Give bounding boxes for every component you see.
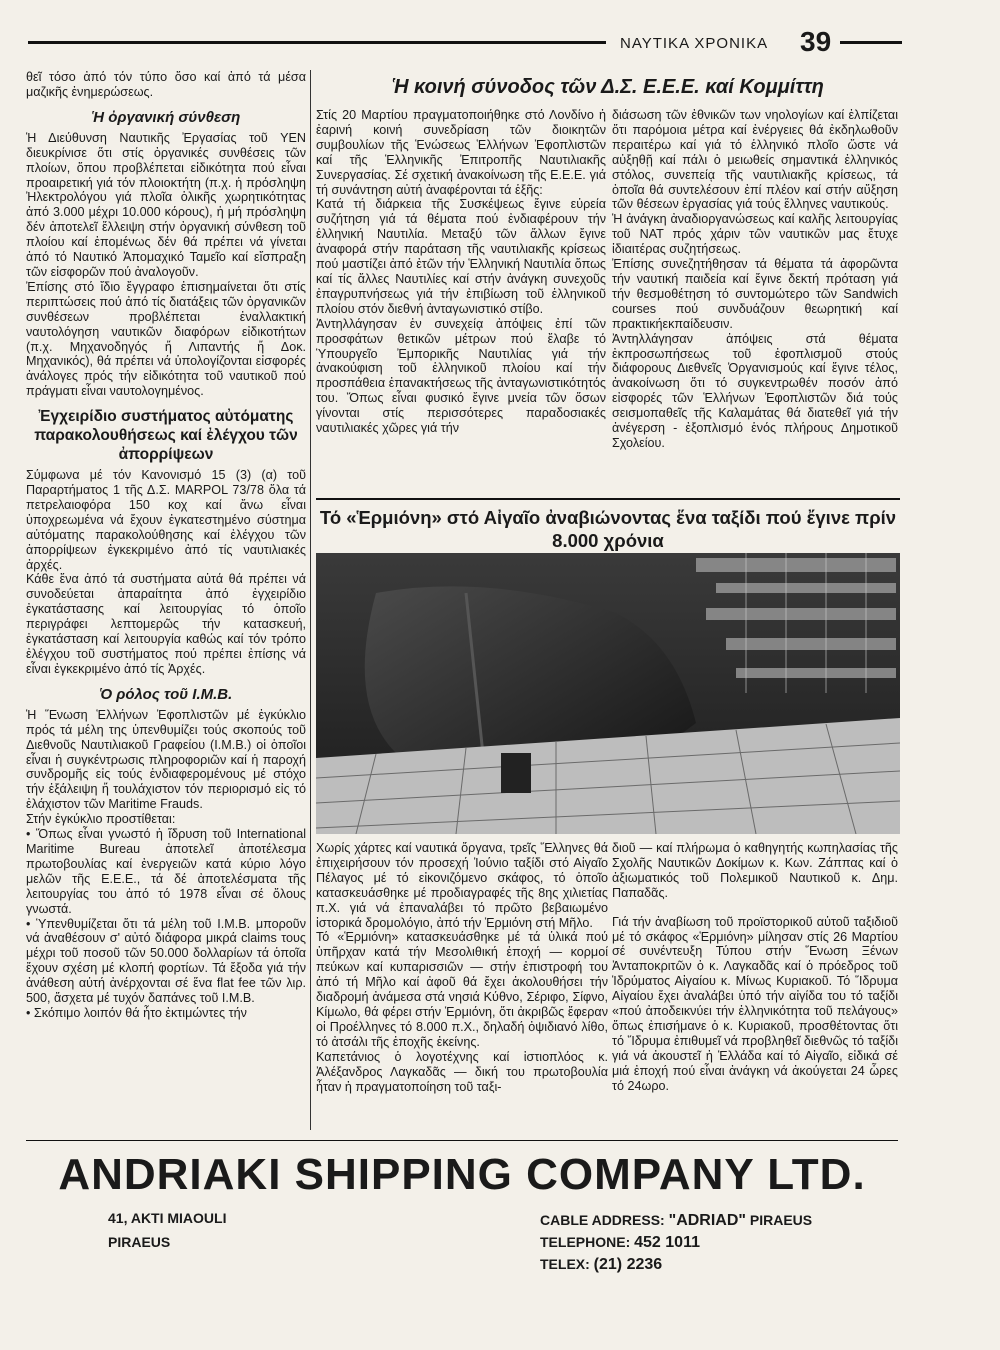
paragraph: Ἡ Ἕνωση Ἑλλήνων Ἐφοπλιστῶν μέ ἐγκύκλιο πρός τά μέλη της ὑπενθυμίζει τούς σκοπούς τοῦ Διεθνοῦς Ναυτιλιακοῦ Γραφείου (Ι.Μ.Β.) οἱ ὁποῖοι εἶναι ἡ συγκέντρωσις πληροφοριῶν καί ἡ παροχή συνδρομῆς εἰς τούς ἐνδιαφερομένους μέ στόχο τήν ἐξάλειψη ἤ τουλάχιστον τόν περιορισμό εἰς τό ἐλάχιστον τῶν Maritime Frauds. [26, 707, 306, 812]
ad-telephone-label: TELEPHONE: [540, 1234, 631, 1250]
ad-telex-label: TELEX: [540, 1256, 590, 1272]
left-column [26, 70, 306, 1021]
paragraph: Στίς 20 Μαρτίου πραγματοποιήθηκε στό Λονδίνο ἡ ἐαρινή κοινή συνεδρίαση τῶν διοικητῶν συμβουλίων τῆς Ἑνώσεως Ἑλλήνων Ἐφοπλιστῶν καί τῆς Ἑλληνικῆς Ἐπιτροπῆς Ναυτιλιακῆς Συνεργασίας. Σέ σχετική ἀνακοίνωση τῆς Ε.Ε.Ε. γιά τή συνάντηση αὐτή ἀναφέρονται τά ἑξῆς: [316, 108, 606, 197]
section-heading-organic: Ἡ ὀργανική σύνθεση [91, 108, 241, 126]
ad-top-rule [26, 1140, 898, 1141]
bullet-item: • Ὅπως εἶναι γνωστό ἡ ἵδρυση τοῦ International Maritime Bureau ἀποτελεῖ ἀποτέλεσμα πρωτοβουλίας καί ἐνεργειῶν κατά κύριο λόγο μελῶν τῆς Ε.Ε.Ε., τά δέ ἀποτελέσματα τῆς λειτουργίας του ἀπό τό 1978 εἶναι σέ ὅλους γνωστά. [26, 827, 306, 916]
boat-photo-image [316, 553, 900, 834]
intro-text: θεῖ τόσο ἀπό τόν τύπο ὅσο καί ἀπό τά μέσα μαζικῆς ἐνημερώσεως. [26, 70, 306, 99]
article-column-1 [316, 108, 606, 436]
ad-cable-value: "ADRIAD" [668, 1212, 746, 1229]
paragraph: Σύμφωνα μέ τόν Κανονισμό 15 (3) (α) τοῦ Παραρτήματος 1 τῆς Δ.Σ. MARPOL 73/78 ὅλα τά πετρελαιοφόρα 150 κοχ καί ἄνω εἶναι ὑποχρεωμένα νά ἔχουν ἐγκατεστημένο σύστημα αὐτόματης παρακολούθησης καί ἐλέγχου τῶν ἀπορρίψεων ἐγκεκριμένο ἀπό τίς ναυτιλιακές ἀρχές. [26, 468, 306, 572]
paragraph: Ἐπίσης συνεζητήθησαν τά θέματα τά ἀφορῶντα τήν ναυτική παιδεία καί ἔγινε δεκτή πρόταση γιά τήν θεσμοθέτηση τό συντομώτερο τῶν Sandwich courses πού συνδυάζουν θεωρητική καί πρακτικήεκπαίδευσιν. [612, 257, 898, 331]
paragraph: Χωρίς χάρτες καί ναυτικά ὄργανα, τρεῖς Ἕλληνες θά ἐπιχειρήσουν τόν προσεχή Ἰούνιο ταξίδι στό Αἰγαῖο Πέλαγος μέ τό εἰκονιζόμενο σκάφος, τό ὁποῖο κατασκευάσθηκε μέ προδιαγραφές τῆς 8ης χιλιετίας π.Χ. γιά νά ἐπαναλάβει τό πρῶτο βεβαιωμένο ἱστορικά δρομολόγιο, ἀπό τήν Ἑρμιόνη στή Μῆλο. [316, 841, 608, 930]
paragraph: Κάθε ἕνα ἀπό τά συστήματα αὐτά θά πρέπει νά συνοδεύεται ἀπαραίτητα ἀπό ἐγχειρίδιο ἐγκατάστασης καί λειτουργίας τό ὁποῖο περιγράφει λεπτομερῶς τήν κατασκευή, ἐγκατάσταση καί λειτουργία καθώς καί τόν τρόπο ἐλέγχου τοῦ συστήματος πού πρέπει ἐπίσης νά εἶναι ἐγκεκριμένο ἀπό τίς Ἀρχές. [26, 572, 306, 676]
ad-telephone-line [540, 1234, 700, 1252]
boat-photo [316, 553, 900, 834]
paragraph: Ἡ Διεύθυνση Ναυτικῆς Ἐργασίας τοῦ ΥΕΝ διευκρίνισε ὅτι στίς ὀργανικές συνθέσεις τῶν πλοίων, ὅπου προβλέπεται εἰδικότητα πού εἶναι προαιρετική γιά τόν πλοιοκτήτη (π.χ. ἡ πρόσληψη Ἠλεκτρολόγου γιά πλοῖα ὁλικῆς χωρητικότητας ἀπό 3.000 μέχρι 10.000 κόρους), ἡ μή πρόσληψη δέν ἀποτελεῖ ἔλλειψη στήν ὀργανική σύνθεση τοῦ πλοίου καί ἑπομένως δέν θά πρέπει νά γίνεται ἀπό τό Ναυτικό Ἀπομαχικό Ταμεῖο καί εἴσπραξη τῶν εἰσφορῶν πού ἀναλογοῦν. [26, 130, 306, 279]
magazine-name: ΝΑΥΤΙΚΑ ΧΡΟΝΙΚΑ [620, 35, 769, 52]
ad-cable-city: PIRAEUS [749, 1212, 813, 1228]
header-rule-right [840, 41, 902, 44]
section-heading-imb: Ὁ ρόλος τοῦ Ι.Μ.Β. [99, 685, 233, 703]
paragraph: Στήν ἐγκύκλιο προστίθεται: [26, 812, 176, 827]
paragraph: Γιά τήν ἀναβίωση τοῦ προϊστορικοῦ αὐτοῦ ταξιδιοῦ μέ τό σκάφος «Ἑρμιόνη» μίλησαν στίς 26 Μαρτίου σέ συνέντευξη Τύπου στήν Ἕνωση Ξένων Ἀνταποκριτῶν ὁ κ. Λαγκαδᾶς καί ὁ πρόεδρος τοῦ Ἱδρύματος Αἰγαίου κ. Μίνως Κυριακοῦ. Τό Ἵδρυμα Αἰγαίου ἔχει ἀναλάβει ὑπό τήν αἰγίδα του τό ταξίδι «πού ἀποδεικνύει τήν ἑλληνικότητα τοῦ πελάγους» ὅπως ἐπισήμανε ὁ κ. Κυριακοῦ, προσθέτοντας ὅτι τό Ἵδρυμα ἐπιθυμεῖ νά προβληθεῖ διεθνῶς τό ταξίδι γιά νά ἀκουστεῖ ἡ Ἑλλάδα καί τό Αἰγαῖο, εἰδικά σέ μιά ἐποχή πού εἶναι ἀνάγκη νά ἀκούγεται 24 ὧρες τό 24ωρο. [612, 914, 898, 1093]
article-title-joint-session: Ἡ κοινή σύνοδος τῶν Δ.Σ. Ε.Ε.Ε. καί Κομμίττη [392, 76, 824, 98]
ad-cable-line [540, 1212, 812, 1230]
column-divider [310, 70, 311, 1130]
paragraph: Ἀντηλλάγησαν ἐν συνεχείᾳ ἀπόψεις ἐπί τῶν προσφάτων θετικῶν μέτρων πού ἔλαβε τό Ὑπουργεῖο Ἐμπορικῆς Ναυτιλίας γιά τήν ἀνακούφιση τοῦ ἑλληνικοῦ πλοίου καί τήν προσπάθεια ἐπανακτήσεως τῆς ἀνταγωνιστικότητός του. Ὅπως εἶναι φυσικό ἔγινε μνεία τῶν ὅσων γίνονται στίς περισσότερες παραδοσιακές ναυτιλιακές χῶρες γιά τήν [316, 316, 606, 436]
paragraph: Ἡ ἀνάγκη ἀναδιοργανώσεως καί καλῆς λειτουργίας τοῦ ΝΑΤ πρός χάριν τῶν ναυτικῶν μας ἔτυχε ἰδιαιτέρας συζητήσεως. [612, 212, 898, 257]
ad-telex-line [540, 1256, 662, 1274]
paragraph: διάσωση τῶν ἐθνικῶν των νηολογίων καί ἐλπίζεται ὅτι παρόμοια μέτρα καί ἐνέργειες θά ἐκδηλωθοῦν περαιτέρω καί γιά τό ἑλληνικό πλοῖο ὥστε νά αὐξηθῇ καί πάλι ὁ μειωθείς σημαντικά ἑλληνικός στόλος, συνεπείᾳ τῆς ναυτιλιακῆς κρίσεως, τά ὁποῖα θά συντελέσουν ἐπί πλέον καί στήν αὔξηση τῶν θέσεων ἐργασίας γιά τούς ἕλληνες ναυτικούς. [612, 108, 898, 212]
bullet-item: • Σκόπιμο λοιπόν θά ἦτο ἐκτιμώντες τήν [26, 1005, 247, 1020]
hermione-column-1 [316, 841, 608, 1094]
bullet-item: • Ὑπενθυμίζεται ὅτι τά μέλη τοῦ Ι.Μ.Β. μποροῦν νά ἀναθέσουν σ' αὐτό διάφορα μικρά claims τους μέχρι τοῦ ποσοῦ τῶν 50.000 δολλαρίων τά ὁποῖα ἔχουν σχέση μέ κλοπή φορτίων. Τά ἔξοδα γιά τήν ἀνάθεση αὐτή ἀνέρχονται σέ ἕνα flat fee τῶν λιρ. 500, ἄσχετα μέ τυχόν δαπάνες τοῦ Ι.Μ.Β. [26, 916, 306, 1006]
paragraph: Ἐπίσης στό ἴδιο ἔγγραφο ἐπισημαίνεται ὅτι στίς περιπτώσεις πού ἀπό τίς διατάξεις τῶν ὀργανικῶν συνθέσεων προβλέπεται ἐναλλακτική ναυτολόγηση ναυτικῶν διαφόρων εἰδικοτήτων (π.χ. Μηχανοδηγός ἤ Λιπαντής ἤ Δοκ. Μηχανικός), θά πρέπει νά ὑπολογίζονται εἰσφορές ἀνάλογες πρός τήν εἰδικότητα τοῦ ναυτικοῦ πού πράγματι εἶναι ναυτολογημένος. [26, 279, 306, 399]
paragraph: Ἀντηλλάγησαν ἀπόψεις στά θέματα ἐκπροσωπήσεως τοῦ ἐφοπλισμοῦ στούς διάφορους Διεθνεῖς Ὀργανισμούς καί ἔγινε τέλος, ἀνακοίνωση ὅτι τό συγκεντρωθέν ποσόν ἀπό εἰσφορές τῶν Ἑλλήνων Ἐφοπλιστῶν διά τούς σεισμοπαθεῖς τῆς Καλαμάτας θά διατεθεῖ γιά τήν ἀνέγερση - ἐξοπλισμό ἑνός πλήρους Δημοτικοῦ Σχολείου. [612, 331, 898, 450]
ad-cable-label: CABLE ADDRESS: [540, 1212, 665, 1228]
article-title-hermione: Τό «Ἑρμιόνη» στό Αἰγαῖο ἀναβιώνοντας ἕνα ταξίδι πού ἔγινε πρίν 8.000 χρόνια [319, 507, 897, 551]
article-column-2 [612, 108, 898, 451]
hermione-column-2 [612, 841, 898, 1094]
paragraph: Τό «Ἑρμιόνη» κατασκευάσθηκε μέ τά ὑλικά πού ὑπῆρχαν κατά τήν Μεσολιθική ἐποχή — κορμοί πεύκων καί κυπαρισσιῶν — στήν ἐπιστροφή του ἀπό τή Μῆλο καί ἀφοῦ θά ἔχει ἀκολουθήσει τήν διαδρομή ἀνάμεσα στά νησιά Κύθνο, Σέριφο, Σίφνο, Κίμωλο, θά φέρει στήν Ἑρμιόνη, ὅτι ἀκριβῶς ἔφεραν οἱ Προέλληνες τό 8.000 π.Χ., δηλαδή ὀψιδιανό λίθο, τό ἀτσάλι τῆς ἐποχῆς ἐκείνης. [316, 930, 608, 1049]
paragraph: Καπετάνιος ὁ λογοτέχνης καί ἱστιοπλόος κ. Ἀλέξανδρος Λαγκαδᾶς — δική του πρωτοβουλία ἦταν ἡ πραγματοποίηση τοῦ ταξι- [316, 1049, 608, 1094]
ad-company-name: ANDRIAKI SHIPPING COMPANY LTD. [58, 1150, 866, 1199]
paragraph: Κατά τή διάρκεια τῆς Συσκέψεως ἔγινε εὐρεία συζήτηση γιά τά θέματα πού ἐνδιαφέρουν τήν ἑλληνική Ναυτιλία. Μεταξύ τῶν ἄλλων ἔγινε ἀναφορά στήν παράταση τῆς ναυτιλιακῆς κρίσεως πού μαστίζει ἀπό ἐτῶν τήν Ἑλληνική Ναυτιλία ὅπως καί τίς ἄλλες Ναυτιλίες καί στήν ἀνάγκη συνεχοῦς ἐπαγρυπνήσεως γιά τήν ἐπιβίωση τοῦ ἑλληνικοῦ πλοίου στόν διεθνή ἀνταγωνιστικό στίβο. [316, 197, 606, 316]
page-number: 39 [800, 26, 832, 57]
ad-telex-value: (21) 2236 [593, 1256, 663, 1273]
paragraph: διοῦ — καί πλήρωμα ὁ καθηγητής κωπηλασίας τῆς Σχολῆς Ναυτικῶν Δοκίμων κ. Κων. Ζάππας καί ὁ ἀξιωματικός τοῦ Πολεμικοῦ Ναυτικοῦ κ. Δημ. Παπαδᾶς. [612, 841, 898, 900]
ad-address-line2: PIRAEUS [108, 1234, 171, 1250]
section-rule [316, 498, 900, 500]
ad-address-line1: 41, AKTI MIAOULI [108, 1210, 227, 1226]
header-rule-left [28, 41, 606, 44]
section-heading-manual: Ἐγχειρίδιο συστήματος αὐτόματης παρακολουθήσεως καί ἐλέγχου τῶν ἀπορρίψεων [34, 408, 298, 464]
ad-telephone-value: 452 1011 [634, 1234, 700, 1251]
